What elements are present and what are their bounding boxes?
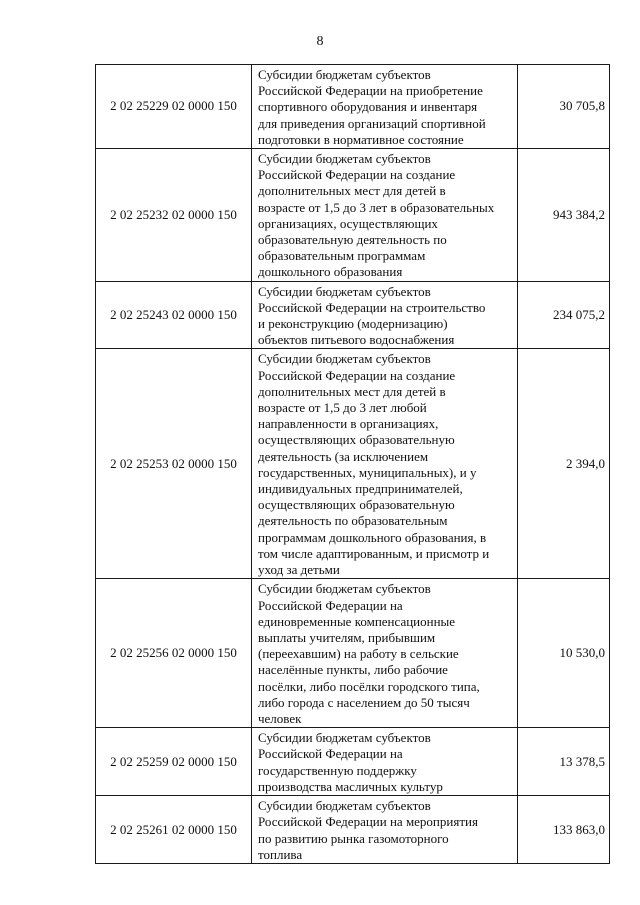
description-line: Российской Федерации на мероприятия xyxy=(258,814,478,830)
subsidy-description xyxy=(252,281,518,349)
description-line: Субсидии бюджетам субъектов xyxy=(258,798,431,814)
description-line: Субсидии бюджетам субъектов xyxy=(258,351,431,367)
description-line: осуществляющих образовательную xyxy=(258,497,455,513)
subsidy-description xyxy=(252,65,518,149)
description-line: возрасте от 1,5 до 3 лет любой xyxy=(258,400,427,416)
table-row xyxy=(96,149,610,282)
table-row xyxy=(96,349,610,579)
description-line: деятельность по образовательным xyxy=(258,513,448,529)
description-line: Субсидии бюджетам субъектов xyxy=(258,283,431,299)
amount-value: 943 384,2 xyxy=(518,149,610,282)
description-line: Российской Федерации на создание xyxy=(258,367,456,383)
description-line: дополнительных мест для детей в xyxy=(258,383,446,399)
description-line: дошкольного образования xyxy=(258,264,403,280)
description-line: по развитию рынка газомоторного xyxy=(258,830,449,846)
description-line: деятельность (за исключением xyxy=(258,448,429,464)
description-line: образовательным программам xyxy=(258,248,426,264)
description-line: Российской Федерации на приобретение xyxy=(258,83,483,99)
description-line: либо города с населением до 50 тысяч xyxy=(258,694,470,710)
description-line: государственную поддержку xyxy=(258,762,417,778)
amount-value: 133 863,0 xyxy=(518,796,610,864)
amount-value: 30 705,8 xyxy=(518,65,610,149)
description-line: человек xyxy=(258,710,302,726)
description-line: спортивного оборудования и инвентаря xyxy=(258,99,478,115)
subsidy-description xyxy=(252,796,518,864)
table-row xyxy=(96,728,610,796)
amount-value: 234 075,2 xyxy=(518,281,610,349)
description-line: объектов питьевого водоснабжения xyxy=(258,332,455,348)
table-row xyxy=(96,281,610,349)
description-line: Субсидии бюджетам субъектов xyxy=(258,151,431,167)
amount-value: 10 530,0 xyxy=(518,579,610,728)
budget-code: 2 02 25232 02 0000 150 xyxy=(96,149,252,282)
description-line: том числе адаптированным, и присмотр и xyxy=(258,545,490,561)
description-line: Российской Федерации на xyxy=(258,597,403,613)
description-line: единовременные компенсационные xyxy=(258,613,456,629)
budget-code: 2 02 25259 02 0000 150 xyxy=(96,728,252,796)
budget-code: 2 02 25261 02 0000 150 xyxy=(96,796,252,864)
description-line: образовательную деятельность по xyxy=(258,232,447,248)
description-line: выплаты учителям, прибывшим xyxy=(258,629,436,645)
budget-table-body xyxy=(96,65,610,864)
description-line: посёлки, либо посёлки городского типа, xyxy=(258,678,480,694)
budget-code: 2 02 25256 02 0000 150 xyxy=(96,579,252,728)
description-line: для приведения организаций спортивной xyxy=(258,115,486,131)
description-line: Российской Федерации на xyxy=(258,746,403,762)
description-line: (переехавшим) на работу в сельские xyxy=(258,646,459,662)
description-line: топлива xyxy=(258,846,303,862)
budget-code: 2 02 25243 02 0000 150 xyxy=(96,281,252,349)
amount-value: 13 378,5 xyxy=(518,728,610,796)
description-line: возрасте от 1,5 до 3 лет в образовательных xyxy=(258,199,495,215)
description-line: производства масличных культур xyxy=(258,778,443,794)
description-line: Субсидии бюджетам субъектов xyxy=(258,67,431,82)
description-line: индивидуальных предпринимателей, xyxy=(258,481,463,497)
description-line: населённые пункты, либо рабочие xyxy=(258,662,448,678)
description-line: и реконструкцию (модернизацию) xyxy=(258,316,448,332)
amount-value: 2 394,0 xyxy=(518,349,610,579)
description-line: программам дошкольного образования, в xyxy=(258,529,487,545)
budget-table xyxy=(95,64,610,864)
description-line: уход за детьми xyxy=(258,562,340,578)
subsidy-description xyxy=(252,349,518,579)
description-line: осуществляющих образовательную xyxy=(258,432,455,448)
description-line: дополнительных мест для детей в xyxy=(258,183,446,199)
description-line: Субсидии бюджетам субъектов xyxy=(258,730,431,746)
description-line: направленности в организациях, xyxy=(258,416,439,432)
table-row xyxy=(96,65,610,149)
page-number: 8 xyxy=(316,34,324,49)
description-line: подготовки в нормативное состояние xyxy=(258,131,464,147)
table-row xyxy=(96,579,610,728)
table-row xyxy=(96,796,610,864)
budget-code: 2 02 25253 02 0000 150 xyxy=(96,349,252,579)
description-line: Субсидии бюджетам субъектов xyxy=(258,581,431,597)
description-line: Российской Федерации на создание xyxy=(258,167,456,183)
budget-code: 2 02 25229 02 0000 150 xyxy=(96,65,252,149)
description-line: государственных, муниципальных), и у xyxy=(258,464,477,480)
subsidy-description xyxy=(252,579,518,728)
subsidy-description xyxy=(252,149,518,282)
description-line: Российской Федерации на строительство xyxy=(258,299,486,315)
subsidy-description xyxy=(252,728,518,796)
description-line: организациях, осуществляющих xyxy=(258,215,438,231)
